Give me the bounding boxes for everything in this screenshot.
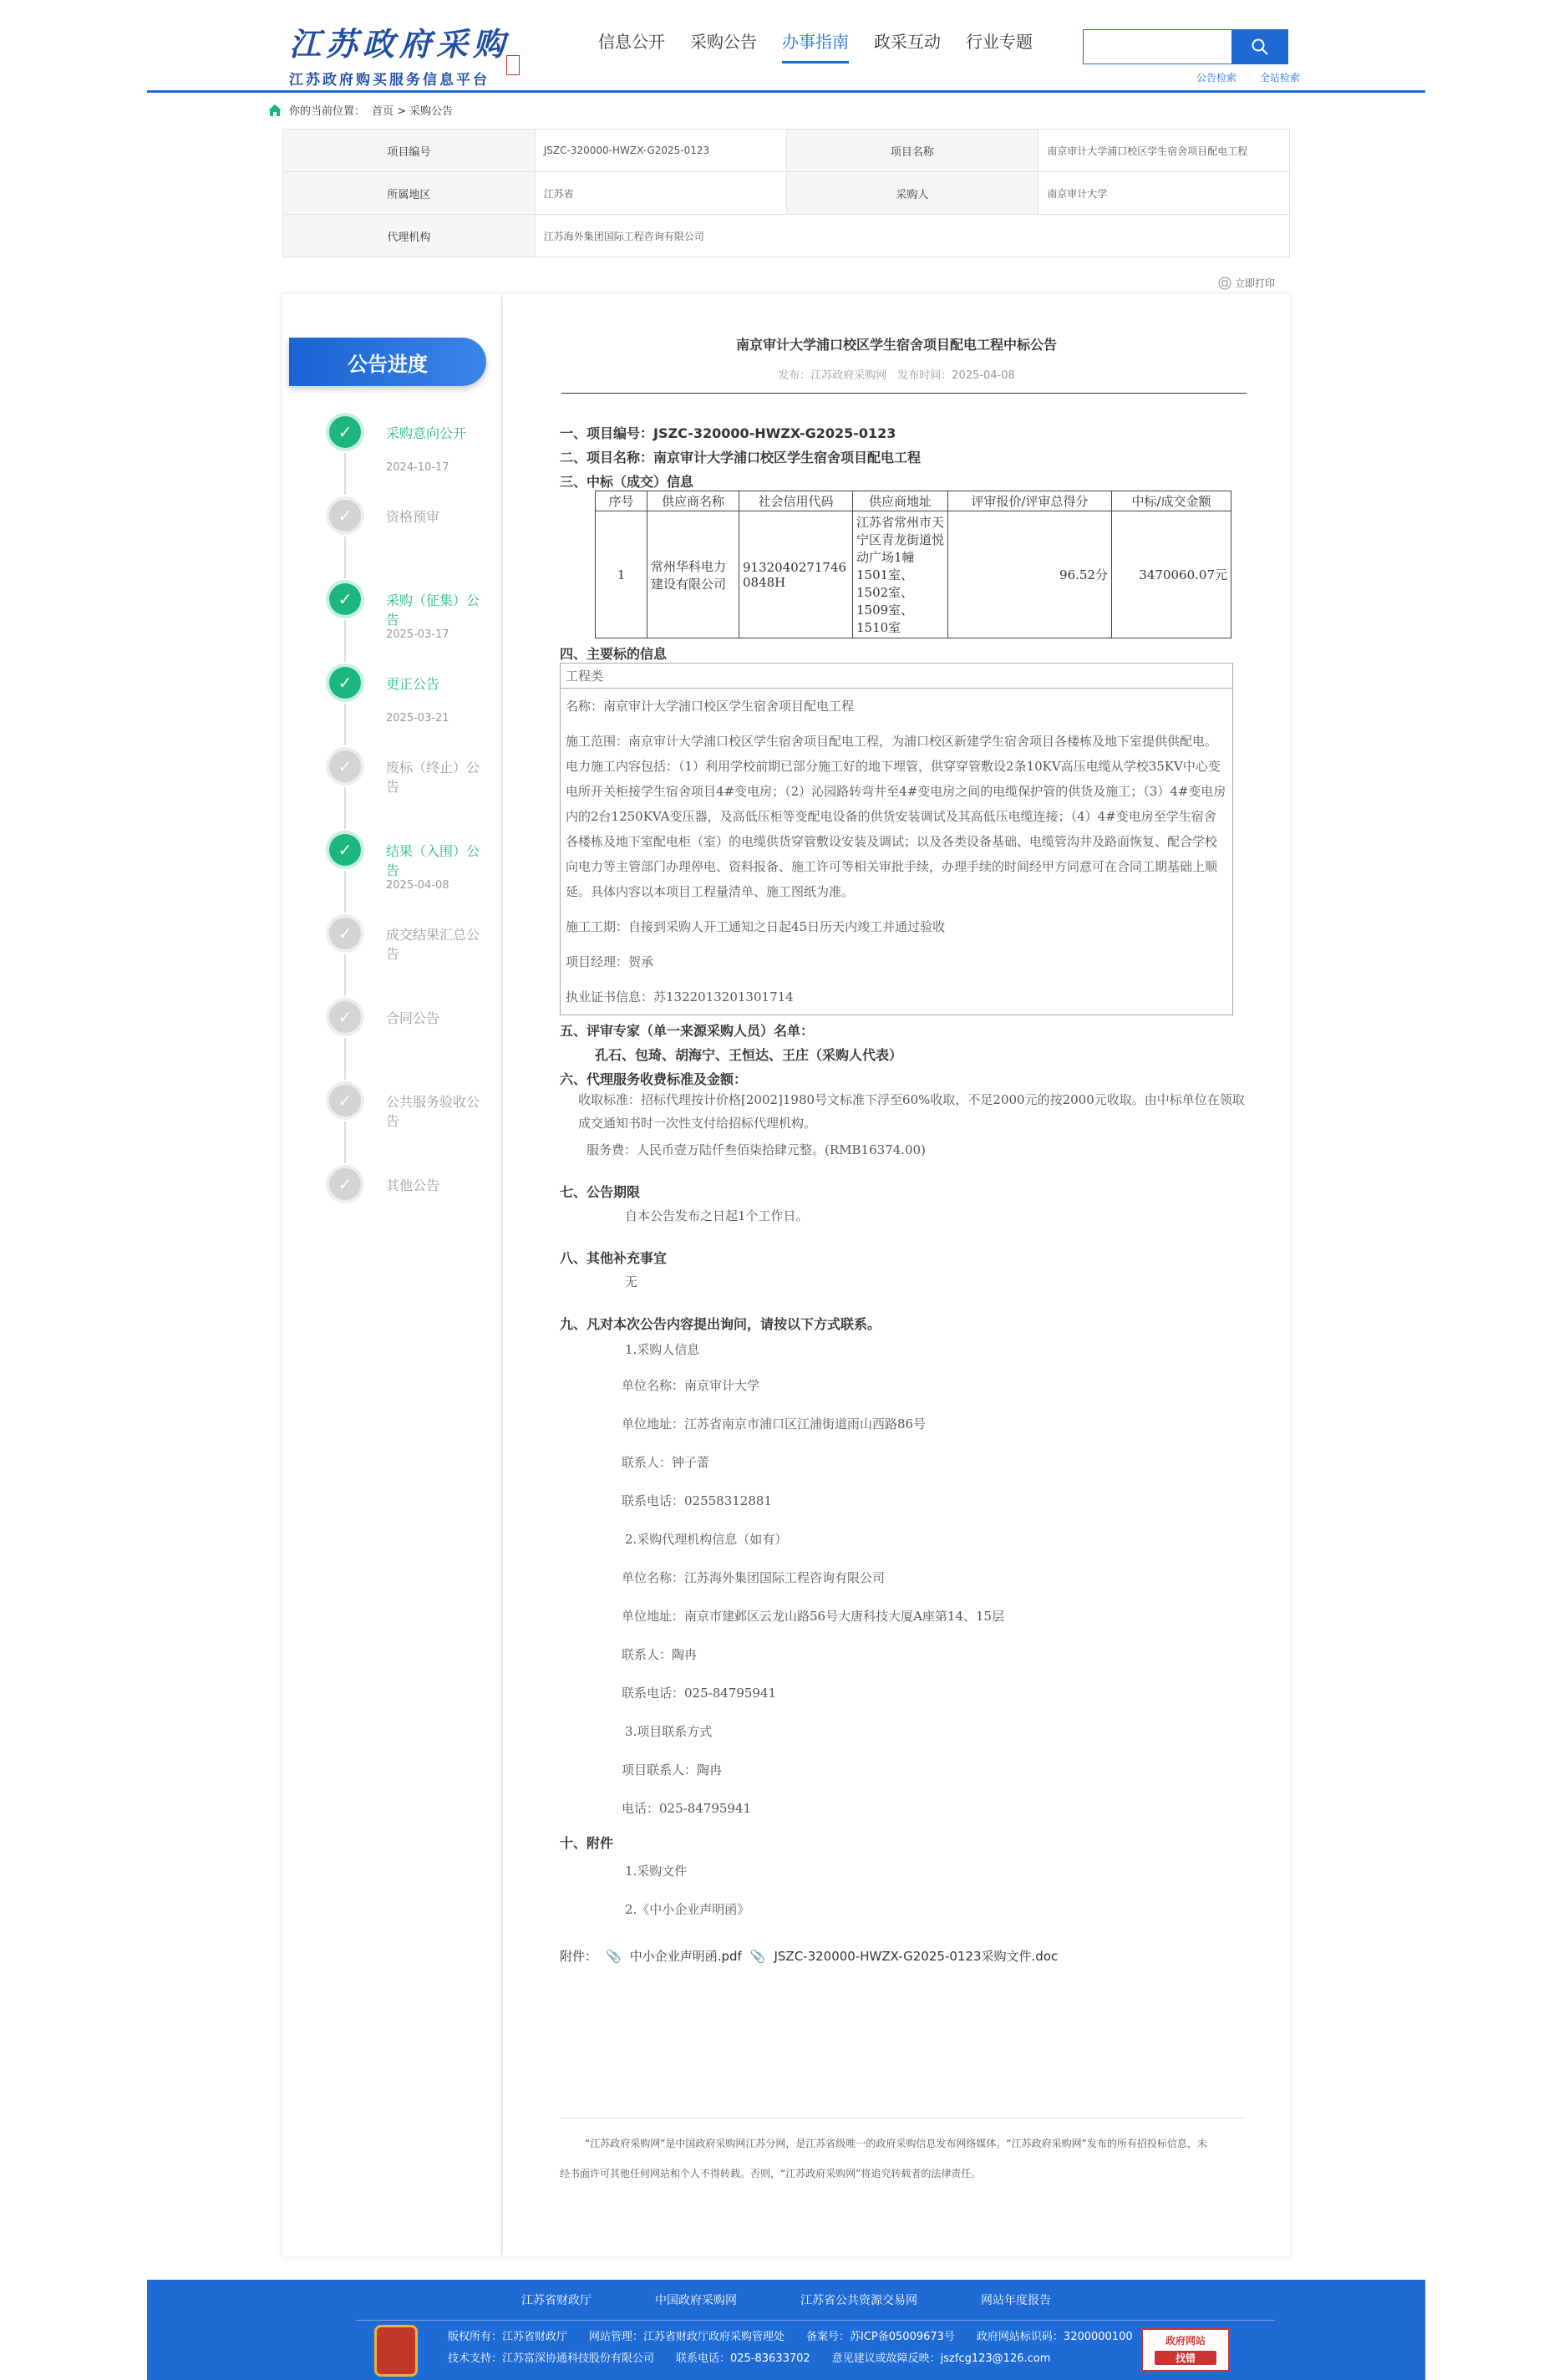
subject-cert: 执业证书信息：苏1322013201301714 [566,989,794,1004]
breadcrumb-path[interactable]: 首页 > 采购公告 [372,105,454,118]
section-contact: 九、凡对本次公告内容提出询问，请按以下方式联系。 [560,1316,881,1332]
paperclip-icon: 📎 [749,1948,766,1964]
column-header: 供应商地址 [853,491,948,511]
search-button[interactable] [1231,29,1288,64]
step-connector [344,1121,346,1163]
check-icon: ✓ [329,667,361,699]
section-fee: 六、代理服务收费标准及金额： [560,1071,748,1087]
attachment-item: 1.采购文件 [625,1864,688,1879]
column-header: 供应商名称 [647,491,739,511]
nav-item-info[interactable]: 信息公开 [598,32,665,52]
cell-index: 1 [596,511,647,638]
check-icon: ✓ [329,918,361,949]
check-icon: ✓ [329,1085,361,1116]
footer-link[interactable]: 中国政府采购网 [655,2294,737,2307]
progress-step[interactable] [324,1163,491,1247]
info-value: 江苏省 [535,172,786,215]
contact-agency-name: 单位名称：江苏海外集团国际工程咨询有限公司 [622,1570,886,1585]
step-name: 更正公告 [386,676,440,692]
step-name: 结果（入围）公告 [386,843,480,878]
expert-list: 孔石、包琦、胡海宁、王恒达、王庄（采购人代表） [595,1047,903,1063]
step-connector [344,787,346,829]
progress-steps [324,411,491,1247]
section-experts: 五、评审专家（单一来源采购人员）名单： [560,1023,815,1039]
info-value: 南京审计大学浦口校区学生宿舍项目配电工程 [1038,130,1290,172]
contact-project-person: 项目联系人：陶冉 [622,1762,723,1777]
section-project-name: 二、项目名称：南京审计大学浦口校区学生宿舍项目配电工程 [560,450,922,465]
info-label: 项目编号 [283,130,536,172]
column-header: 社会信用代码 [739,491,853,511]
progress-step[interactable] [324,411,491,495]
progress-step[interactable] [324,578,491,662]
notice-search-link[interactable]: 公告检索 [1196,72,1237,84]
nav-item-procurement[interactable]: 采购公告 [690,32,757,52]
info-value: 南京审计大学 [1038,172,1290,215]
step-date: 2024-10-17 [386,461,449,474]
notice-panel [503,294,1290,2256]
step-date: 2025-03-21 [386,712,449,725]
nav-item-guide[interactable]: 办事指南 [782,28,849,64]
seal-icon [506,55,520,75]
table-row [283,172,1290,215]
badge-text: 政府网站 [1165,2335,1206,2347]
info-label: 代理机构 [283,215,536,257]
step-name: 成交结果汇总公告 [386,927,480,962]
attachment-file-declaration[interactable]: 中小企业声明函.pdf [629,1949,742,1964]
subject-period: 施工工期：自接到采购人开工通知之日起45日历天内竣工并通过验收 [566,919,946,934]
disclaimer [560,2118,1245,2189]
step-name: 采购（征集）公告 [386,592,480,628]
attachment-item: 2.《中小企业声明函》 [625,1902,750,1917]
footer-divider [356,2320,1275,2321]
subject-name: 名称：南京审计大学浦口校区学生宿舍项目配电工程 [566,699,855,714]
table-header-row [596,491,1231,511]
notice-title: 南京审计大学浦口校区学生宿舍项目配电工程中标公告 [735,337,1057,353]
contact-agency-person: 联系人：陶冉 [622,1647,698,1662]
check-icon: ✓ [329,416,361,448]
print-icon [1218,277,1231,290]
info-value: JSZC-320000-HWZX-G2025-0123 [535,130,786,172]
cell-score: 96.52分 [948,511,1112,638]
header-divider [147,90,1425,93]
section-other: 八、其他补充事宜 [560,1250,668,1266]
project-info-table [282,129,1290,257]
check-icon: ✓ [329,1168,361,1200]
progress-step[interactable] [324,1080,491,1163]
step-connector [344,537,346,578]
footer-link[interactable]: 江苏省公共资源交易网 [800,2294,917,2307]
print-button[interactable] [1218,276,1275,290]
step-name: 资格预审 [386,509,440,525]
party-emblem-icon[interactable] [374,2325,418,2377]
section-winner: 三、中标（成交）信息 [560,474,694,490]
progress-title: 公告进度 [289,338,486,386]
step-connector [344,1038,346,1080]
contact-agency-heading: 2.采购代理机构信息（如有） [625,1532,788,1547]
disclaimer-line: “江苏政府采购网”是中国政府采购网江苏分网，是江苏省级唯一的政府采购信息发布网络媒体。“江苏政府采购网”发布的所有招投标信息，未 [585,2138,1207,2149]
progress-step[interactable] [324,996,491,1080]
step-name: 公共服务验收公告 [386,1094,480,1129]
main-nav [598,28,1033,64]
info-label: 采购人 [786,172,1038,215]
footer-link[interactable]: 江苏省财政厅 [521,2294,592,2307]
progress-step[interactable] [324,745,491,829]
site-search-link[interactable]: 全站检索 [1259,72,1300,84]
column-header: 序号 [596,491,647,511]
cell-credit-code: 91320402717460848H [739,511,853,638]
nav-item-topics[interactable]: 行业专题 [966,32,1033,52]
footer-links [147,2291,1425,2308]
attachment-file-procurement[interactable]: JSZC-320000-HWZX-G2025-0123采购文件.doc [774,1949,1059,1964]
other-matters: 无 [625,1274,638,1289]
paperclip-icon: 📎 [606,1948,622,1964]
progress-step[interactable] [324,662,491,745]
info-label: 所属地区 [283,172,536,215]
section-period: 七、公告期限 [560,1184,641,1200]
winner-table [595,491,1231,638]
search-links [1176,70,1300,84]
breadcrumb [267,102,453,118]
footer-support: 技术支持：江苏富深协通科技股份有限公司 联系电话：025-83633702 意见建议或故障反映：jszfcg123@126.com [448,2352,1051,2365]
check-icon: ✓ [329,1001,361,1033]
step-connector [344,620,346,662]
contact-agency-address: 单位地址：南京市建邺区云龙山路56号大唐科技大厦A座第14、15层 [622,1609,1005,1624]
step-date: 2025-04-08 [386,879,449,892]
contact-purchaser-phone: 联系电话：02558312881 [622,1493,772,1508]
step-connector [344,704,346,745]
step-name: 废标（终止）公告 [386,760,480,795]
logo-subtitle: 江苏政府购买服务信息平台 [289,72,490,89]
footer-copyright: 版权所有：江苏省财政厅 网站管理：江苏省财政厅政府采购管理处 备案号：苏ICP备05009673号 政府网站标识码：3200000100 [448,2331,1133,2343]
fee-amount: 服务费：人民币壹万陆仟叁佰柒拾肆元整。(RMB16374.00) [586,1142,926,1157]
info-label: 项目名称 [786,130,1038,172]
footer-link[interactable]: 网站年度报告 [981,2294,1051,2307]
step-name: 其他公告 [386,1177,440,1193]
info-value: 江苏海外集团国际工程咨询有限公司 [535,215,1289,257]
section-subject: 四、主要标的信息 [560,646,668,662]
check-icon: ✓ [329,834,361,866]
attachment-links [560,1947,1245,1965]
contact-purchaser-address: 单位地址：江苏省南京市浦口区江浦街道雨山西路86号 [622,1416,927,1432]
search-icon [1251,38,1269,56]
contact-project-phone: 电话：025-84795941 [622,1801,752,1816]
attachment-label: 附件： [560,1949,598,1964]
header [147,0,1425,90]
table-row [596,511,1231,638]
step-connector [344,453,346,495]
subject-box [560,663,1233,1015]
step-name: 合同公告 [386,1010,440,1026]
footer [147,2280,1425,2380]
notice-publish-info: 发布：江苏政府采购网 发布时间：2025-04-08 [778,369,1015,382]
contact-purchaser-person: 联系人：钟子蕾 [622,1455,710,1470]
section-project-no: 一、项目编号：JSZC-320000-HWZX-G2025-0123 [560,425,896,441]
gov-site-error-badge[interactable] [1141,2328,1230,2372]
contact-project-heading: 3.项目联系方式 [625,1724,713,1739]
title-divider [561,393,1247,394]
column-header: 评审报价/评审总得分 [948,491,1112,511]
subject-manager: 项目经理：贺承 [566,954,654,969]
step-date: 2025-03-17 [386,628,449,641]
notice-period: 自本公告发布之日起1个工作日。 [625,1208,809,1223]
section-attachments: 十、附件 [560,1835,614,1851]
print-label: 立即打印 [1235,277,1276,289]
logo-title: 江苏政府采购 [289,25,510,63]
cell-amount: 3470060.07元 [1112,511,1231,638]
breadcrumb-label: 你的当前位置： [289,105,366,118]
table-row [283,130,1290,172]
subject-type: 工程类 [561,664,1232,689]
check-icon: ✓ [329,500,361,531]
check-icon: ✓ [329,583,361,615]
step-connector [344,871,346,913]
progress-step[interactable] [324,829,491,913]
home-icon[interactable] [267,104,282,117]
progress-step[interactable] [324,913,491,996]
progress-step[interactable] [324,495,491,578]
table-row [283,215,1290,257]
step-connector [344,954,346,996]
notice-body [560,418,1245,1965]
badge-text: 找错 [1155,2351,1216,2365]
subject-scope: 施工范围：南京审计大学浦口校区学生宿舍项目配电工程，为浦口校区新建学生宿舍项目各楼栋及地下室提供供配电。电力施工内容包括：（1）利用学校前期已部分施工好的地下埋管，供穿穿管敷设2条10KV高压电缆从学校35KV中心变电所开关柜接学生宿舍项目4#变电房；（2）沁园路转弯井至4#变电房之间的电缆保护管的供货及施工；（3）4#变电房内的2台1250KVA变压器，及高低压柜等变配电设备的供货安装调试及其高低压电缆连接；（4）4#变电房至学生宿舍各楼栋及地下室配电柜（室）的电缆供货穿管敷设安装及调试；以及各类设备基础、电缆管沟井及路面恢复、配合学校向电力等主管部门办理停电、资料报备、施工许可等相关审批手续，办理手续的时间经甲方同意可在合同工期基础上顺延。具体内容以本项目工程量清单、施工图纸为准。 [566,734,1226,899]
site-logo[interactable] [289,18,510,89]
step-name: 采购意向公开 [386,425,467,441]
nav-item-interaction[interactable]: 政采互动 [874,32,941,52]
fee-standard: 收取标准：招标代理按计价格[2002]1980号文标准下浮至60%收取，不足2000元的按2000元收取。由中标单位在领取成交通知书时一次性支付给招标代理机构。 [578,1092,1245,1131]
cell-address: 江苏省常州市天宁区青龙街道悦动广场1幢1501室、1502室、1509室、1510室 [853,511,948,638]
check-icon: ✓ [329,750,361,782]
contact-purchaser-heading: 1.采购人信息 [625,1342,700,1357]
disclaimer-line: 经书面许可其他任何网站和个人不得转载。否则，“江苏政府采购网”将追究转载者的法律责任。 [560,2168,982,2179]
progress-panel [282,294,501,2256]
footer-info [448,2327,1133,2370]
contact-purchaser-name: 单位名称：南京审计大学 [622,1378,760,1393]
column-header: 中标/成交金额 [1112,491,1231,511]
contact-agency-phone: 联系电话：025-84795941 [622,1686,777,1701]
cell-supplier: 常州华科电力建设有限公司 [647,511,739,638]
